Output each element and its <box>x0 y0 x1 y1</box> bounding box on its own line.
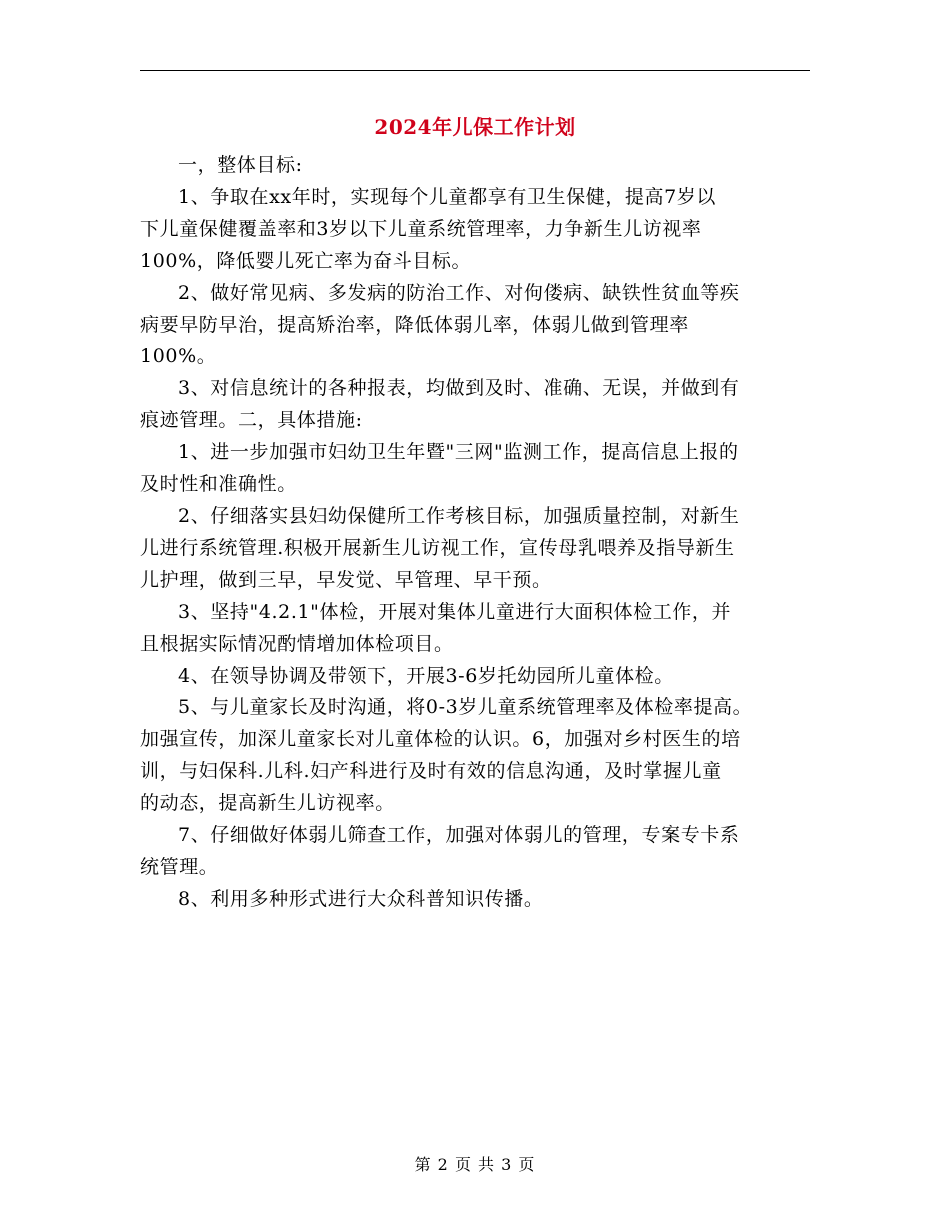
text-line: 的动态，提高新生儿访视率。 <box>140 792 395 815</box>
text-line: 1、争取在xx年时，实现每个儿童都享有卫生保健，提高7岁以 <box>178 185 717 208</box>
text-line: 4、在领导协调及带领下，开展3-6岁托幼园所儿童体检。 <box>178 664 674 687</box>
paragraph <box>140 182 810 278</box>
text-line: 5、与儿童家长及时沟通，将0-3岁儿童系统管理率及体检率提高。 <box>178 696 753 719</box>
page-number: 第 2 页 共 3 页 <box>414 1155 536 1174</box>
text-line: 3、坚持"4.2.1"体检，开展对集体儿童进行大面积体检工作，并 <box>178 600 732 623</box>
text-line: 儿进行系统管理.积极开展新生儿访视工作，宣传母乳喂养及指导新生 <box>140 536 735 559</box>
header-rule <box>140 70 810 71</box>
text-line: 儿护理，做到三早，早发觉、早管理、早干预。 <box>140 568 552 591</box>
paragraph <box>140 597 810 661</box>
paragraph <box>140 692 810 820</box>
document-title: 2024年儿保工作计划 <box>374 115 576 139</box>
paragraph <box>140 150 810 182</box>
paragraph <box>140 437 810 501</box>
text-line: 加强宣传，加深儿童家长对儿童体检的认识。6，加强对乡村医生的培 <box>140 728 741 751</box>
text-line: 统管理。 <box>140 855 219 878</box>
text-line: 8、利用多种形式进行大众科普知识传播。 <box>178 887 544 910</box>
paragraph <box>140 278 810 374</box>
paragraph <box>140 884 810 916</box>
text-line: 7、仔细做好体弱儿筛查工作，加强对体弱儿的管理，专案专卡系 <box>178 824 740 847</box>
text-line: 100%。 <box>140 345 217 368</box>
document-body <box>140 150 810 916</box>
text-line: 3、对信息统计的各种报表，均做到及时、准确、无误，并做到有 <box>178 377 740 400</box>
text-line: 2、仔细落实县妇幼保健所工作考核目标，加强质量控制，对新生 <box>178 504 740 527</box>
paragraph <box>140 820 810 884</box>
paragraph <box>140 501 810 597</box>
text-line: 及时性和准确性。 <box>140 473 297 496</box>
text-line: 1、进一步加强市妇幼卫生年暨"三网"监测工作，提高信息上报的 <box>178 441 739 464</box>
text-line: 痕迹管理。二，具体措施: <box>140 409 363 432</box>
text-line: 病要早防早治，提高矫治率，降低体弱儿率，体弱儿做到管理率 <box>140 313 689 336</box>
paragraph <box>140 661 810 693</box>
text-line: 一，整体目标: <box>178 154 303 176</box>
text-line: 下儿童保健覆盖率和3岁以下儿童系统管理率，力争新生儿访视率 <box>140 217 702 240</box>
text-line: 且根据实际情况酌情增加体检项目。 <box>140 632 454 655</box>
text-line: 100%，降低婴儿死亡率为奋斗目标。 <box>140 249 472 272</box>
paragraph <box>140 373 810 437</box>
text-line: 训，与妇保科.儿科.妇产科进行及时有效的信息沟通，及时掌握儿童 <box>140 760 722 783</box>
text-line: 2、做好常见病、多发病的防治工作、对佝偻病、缺铁性贫血等疾 <box>178 281 740 304</box>
